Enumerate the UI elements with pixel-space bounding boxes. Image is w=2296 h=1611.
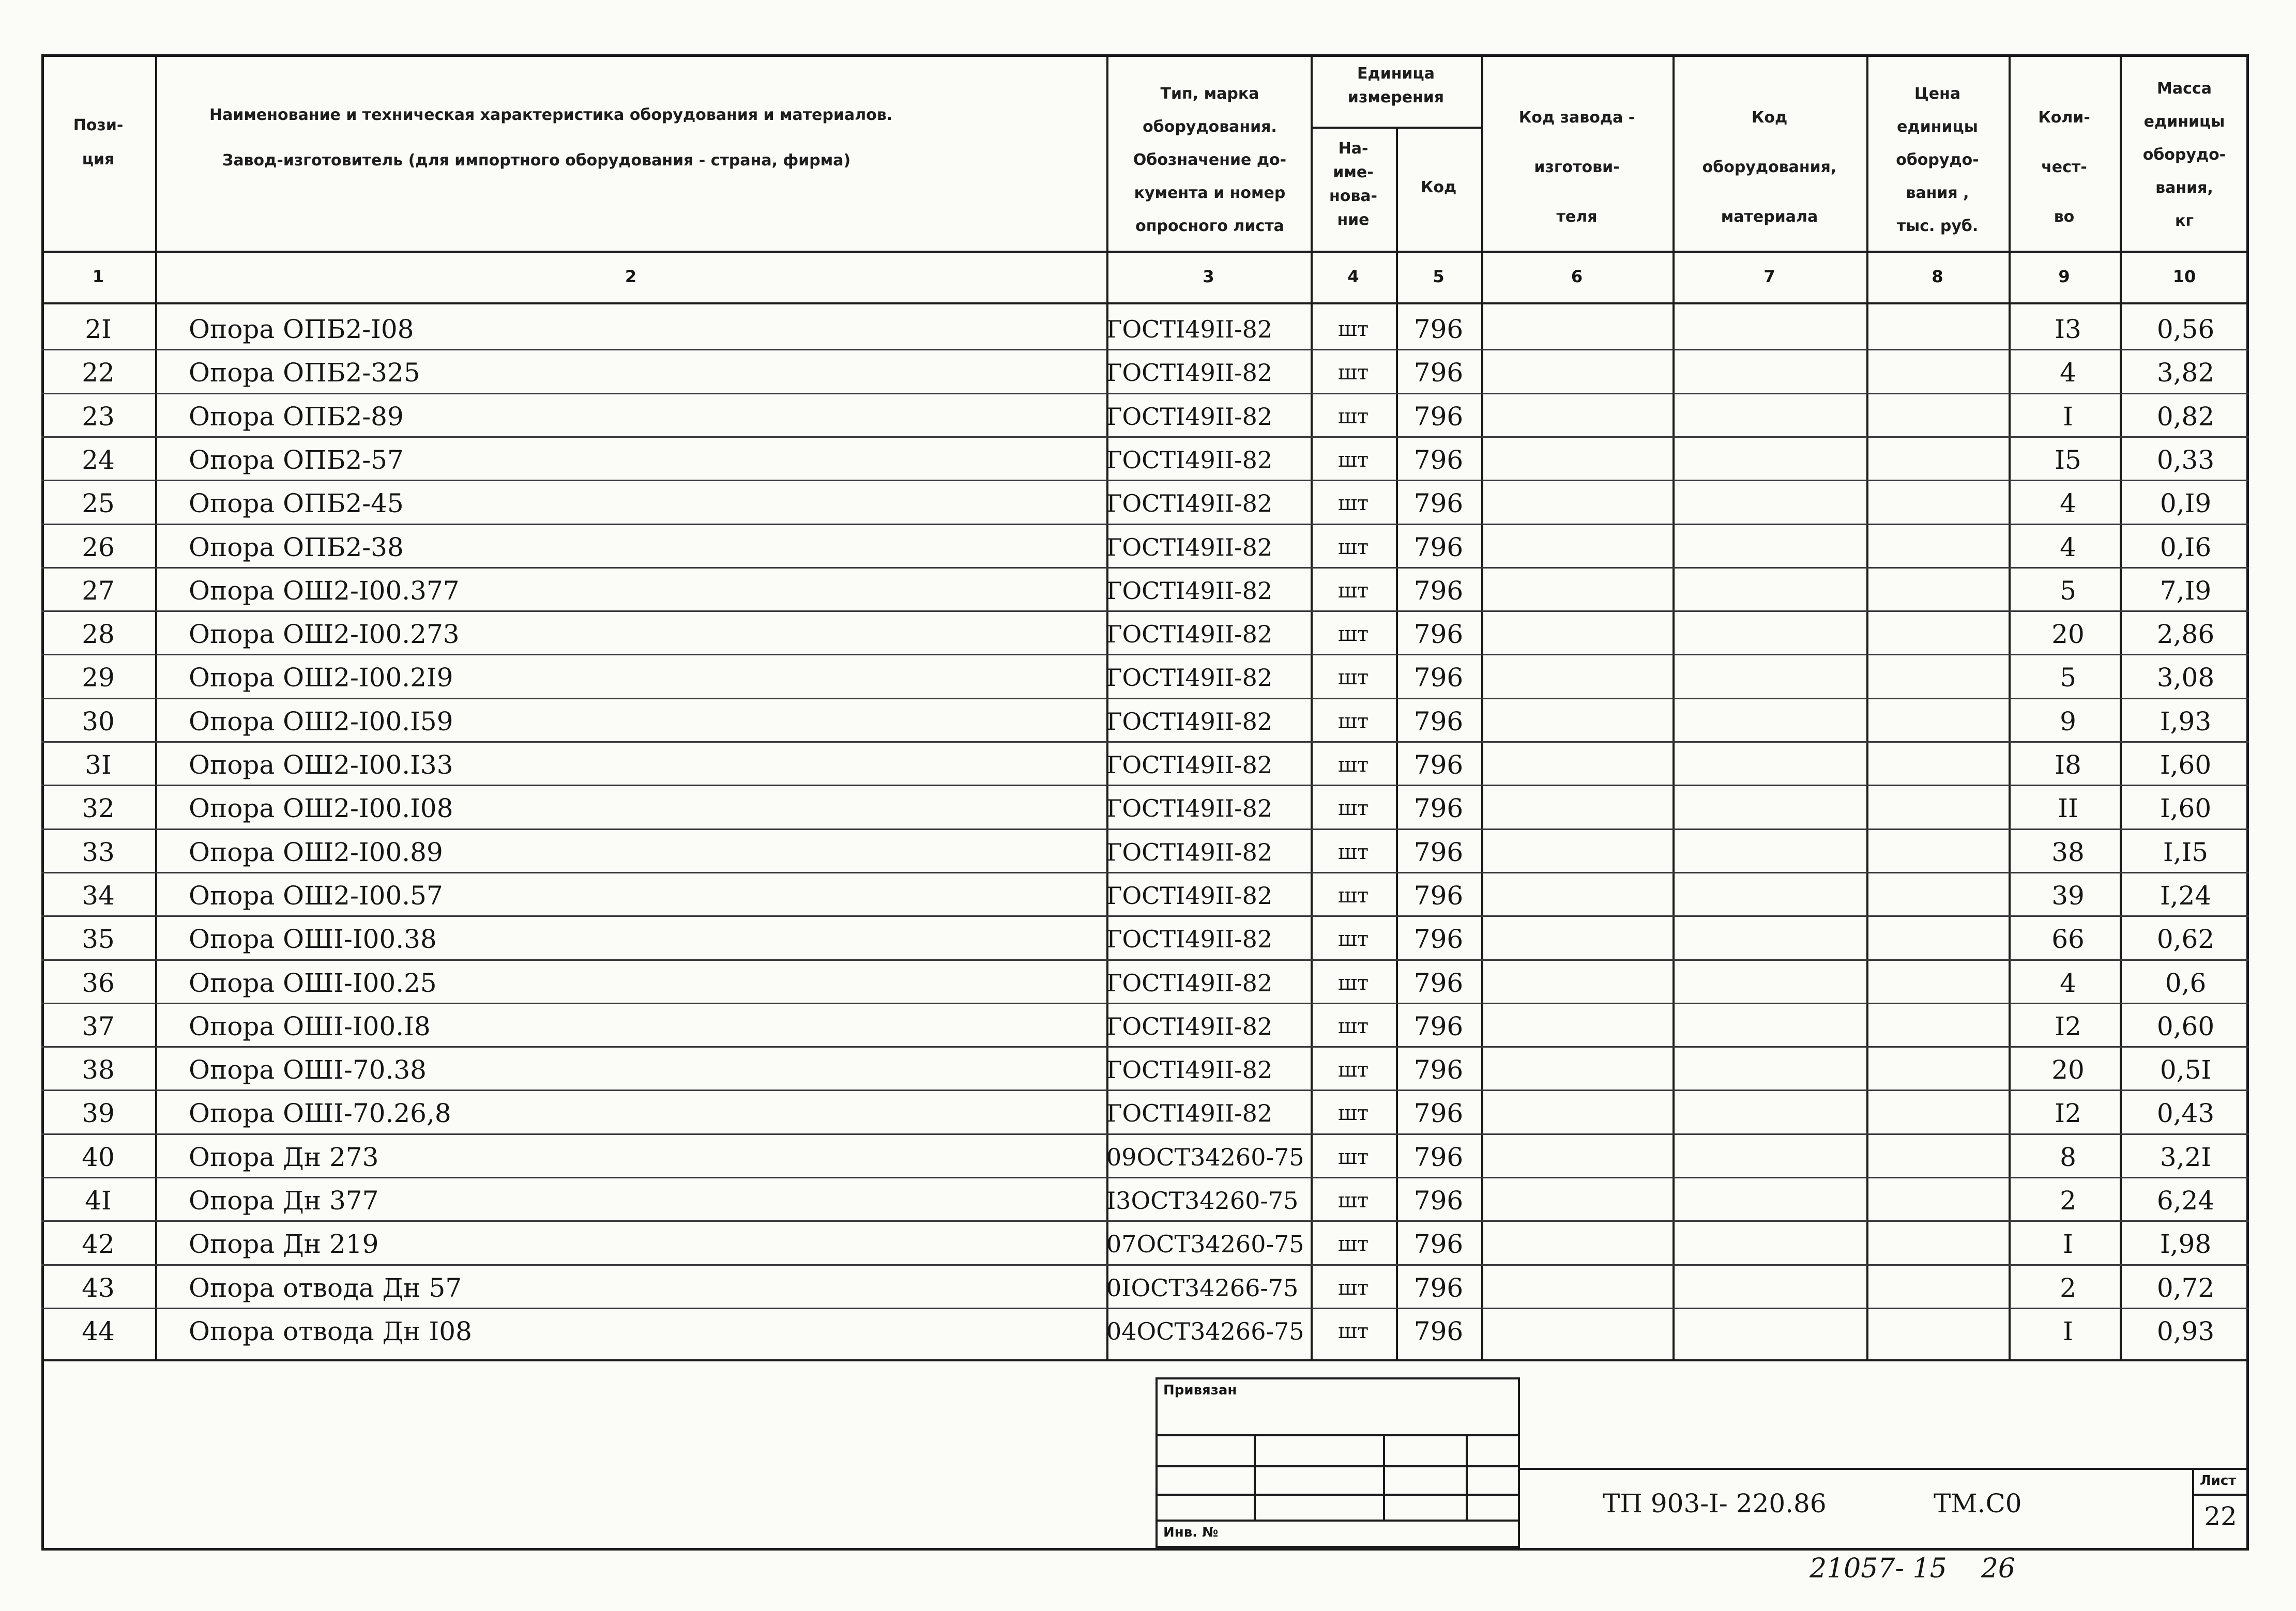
- row-unit-code: 796: [1413, 706, 1464, 737]
- row-name: Опора ОШI-I00.I8: [189, 1011, 431, 1041]
- row-unit-code: 796: [1413, 358, 1464, 388]
- row-name: Опора ОШ2-I00.I08: [189, 793, 453, 824]
- row-mass: 3,08: [2156, 663, 2215, 693]
- row-unit-code: 796: [1413, 1272, 1464, 1303]
- colnum-8: 8: [1932, 267, 1943, 286]
- row-name: Опора ОШI-70.38: [189, 1055, 427, 1085]
- row-type: ГОСТI49II-82: [1106, 1099, 1273, 1128]
- handwritten-number: 21057- 15 26: [1810, 1553, 2015, 1584]
- row-type: ГОСТI49II-82: [1106, 1012, 1273, 1040]
- row-mass: I,24: [2160, 880, 2212, 911]
- row-type: ГОСТI49II-82: [1106, 402, 1273, 431]
- row-position: 27: [82, 575, 115, 606]
- colnum-bottom-line: [41, 302, 2249, 304]
- row-type: ГОСТI49II-82: [1106, 838, 1273, 866]
- colnum-9: 9: [2058, 267, 2070, 286]
- row-divider: [41, 872, 2249, 873]
- header-unit-group: Единица измерения: [1347, 65, 1444, 106]
- header-position: Пози- ция: [73, 116, 124, 168]
- row-mass: 0,33: [2156, 444, 2215, 475]
- row-unit-code: 796: [1413, 968, 1464, 998]
- row-unit: шт: [1337, 622, 1369, 647]
- row-quantity: I3: [2055, 314, 2081, 344]
- row-type: ГОСТI49II-82: [1106, 489, 1273, 518]
- row-unit: шт: [1337, 1189, 1369, 1213]
- row-position: 40: [82, 1142, 115, 1172]
- row-position: 37: [82, 1011, 115, 1041]
- row-divider: [41, 1220, 2249, 1222]
- row-unit-code: 796: [1413, 1142, 1464, 1172]
- row-name: Опора ОШI-I00.38: [189, 924, 437, 955]
- row-position: 30: [82, 706, 115, 737]
- row-quantity: 4: [2060, 358, 2076, 388]
- row-name: Опора ОПБ2-89: [189, 401, 404, 432]
- row-unit: шт: [1337, 1319, 1369, 1343]
- row-unit-code: 796: [1413, 1229, 1464, 1260]
- row-name: Опора ОШ2-I00.57: [189, 880, 443, 911]
- row-unit-code: 796: [1413, 575, 1464, 606]
- header-name: Наименование и техническая характеристика оборудования и материалов. Завод-изготовитель (для импортного оборудования - страна, фирма): [209, 106, 893, 170]
- row-position: 32: [82, 793, 115, 824]
- row-unit-code: 796: [1413, 1316, 1464, 1346]
- row-mass: 0,72: [2156, 1272, 2215, 1303]
- row-mass: I,60: [2160, 793, 2212, 824]
- row-unit-code: 796: [1413, 1098, 1464, 1129]
- row-type: ГОСТI49II-82: [1106, 751, 1273, 779]
- row-name: Опора отвода Дн I08: [189, 1316, 472, 1346]
- row-type: ГОСТI49II-82: [1106, 969, 1273, 997]
- header-equipment-code: Код оборудования, материала: [1702, 109, 1837, 226]
- row-divider: [41, 524, 2249, 525]
- col-divider: [1672, 54, 1675, 1359]
- row-mass: I,60: [2160, 750, 2212, 780]
- row-type: ГОСТI49II-82: [1106, 881, 1273, 910]
- header-mass: Масса единицы оборудо- вания, кг: [2142, 80, 2226, 230]
- row-unit: шт: [1337, 709, 1369, 733]
- row-name: Опора Дн 377: [189, 1186, 379, 1216]
- header-unit-name: На- име- нова- ние: [1329, 140, 1378, 229]
- row-unit-code: 796: [1413, 1186, 1464, 1216]
- row-quantity: 2: [2060, 1186, 2076, 1216]
- stamp-line: [1155, 1520, 1520, 1522]
- row-position: 33: [82, 837, 115, 867]
- row-divider: [41, 1003, 2249, 1004]
- row-quantity: 20: [2051, 1055, 2085, 1085]
- row-quantity: 2: [2060, 1272, 2076, 1303]
- row-divider: [41, 1133, 2249, 1135]
- row-name: Опора ОШ2-I00.I33: [189, 750, 453, 780]
- row-divider: [41, 1308, 2249, 1309]
- row-position: 23: [82, 401, 115, 432]
- row-divider: [41, 915, 2249, 917]
- row-name: Опора ОШI-70.26,8: [189, 1098, 451, 1129]
- row-quantity: 20: [2051, 619, 2085, 650]
- colnum-1: 1: [92, 267, 104, 286]
- row-unit: шт: [1337, 796, 1369, 821]
- col-divider: [1866, 54, 1868, 1359]
- row-name: Опора ОПБ2-45: [189, 488, 404, 519]
- colnum-5: 5: [1433, 267, 1444, 286]
- row-quantity: I: [2063, 1229, 2073, 1260]
- row-unit: шт: [1337, 578, 1369, 603]
- unit-group-divider: [1311, 127, 1481, 129]
- row-mass: 3,82: [2156, 358, 2215, 388]
- row-divider: [41, 610, 2249, 612]
- row-type: ГОСТI49II-82: [1106, 576, 1273, 605]
- row-mass: 0,62: [2156, 924, 2215, 955]
- row-unit: шт: [1337, 535, 1369, 559]
- row-unit-code: 796: [1413, 314, 1464, 344]
- row-unit: шт: [1337, 883, 1369, 908]
- row-position: 35: [82, 924, 115, 955]
- col-divider: [2009, 54, 2011, 1359]
- row-name: Опора ОПБ2-I08: [189, 314, 414, 344]
- row-unit: шт: [1337, 1058, 1369, 1082]
- row-divider: [41, 698, 2249, 699]
- stamp-divider: [1466, 1434, 1468, 1520]
- row-type: 04ОСТ34266-75: [1106, 1317, 1304, 1345]
- row-position: 43: [82, 1272, 115, 1303]
- row-type: ГОСТI49II-82: [1106, 707, 1273, 735]
- row-mass: I,93: [2160, 706, 2212, 737]
- row-mass: 0,43: [2156, 1098, 2215, 1129]
- row-unit: шт: [1337, 753, 1369, 777]
- row-mass: 7,I9: [2160, 575, 2212, 606]
- row-divider: [41, 567, 2249, 569]
- row-divider: [41, 1264, 2249, 1266]
- row-name: Опора ОШI-I00.25: [189, 968, 437, 998]
- row-quantity: 8: [2060, 1142, 2076, 1172]
- row-position: 36: [82, 968, 115, 998]
- row-unit-code: 796: [1413, 663, 1464, 693]
- row-divider: [41, 1090, 2249, 1091]
- row-unit: шт: [1337, 927, 1369, 952]
- row-mass: I,I5: [2163, 837, 2209, 867]
- row-quantity: I8: [2055, 750, 2081, 780]
- header-type: Тип, марка оборудования. Обозначение до- кумента и номер опросного листа: [1133, 85, 1287, 235]
- row-unit: шт: [1337, 666, 1369, 690]
- row-mass: 0,60: [2156, 1011, 2215, 1041]
- row-position: 4I: [85, 1186, 112, 1216]
- row-name: Опора ОШ2-I00.I59: [189, 706, 453, 737]
- row-name: Опора ОШ2-I00.89: [189, 837, 443, 867]
- row-unit-code: 796: [1413, 401, 1464, 432]
- row-mass: 3,2I: [2160, 1142, 2212, 1172]
- row-position: 44: [82, 1316, 115, 1346]
- row-unit: шт: [1337, 1014, 1369, 1038]
- header-quantity: Коли- чест- во: [2038, 109, 2090, 226]
- row-unit: шт: [1337, 971, 1369, 995]
- row-position: 29: [82, 663, 115, 693]
- row-quantity: I5: [2055, 444, 2081, 475]
- row-unit: шт: [1337, 448, 1369, 472]
- row-position: 28: [82, 619, 115, 650]
- row-name: Опора Дн 219: [189, 1229, 379, 1260]
- stamp-divider: [1383, 1434, 1385, 1520]
- row-divider: [41, 1177, 2249, 1178]
- table-bottom-line: [41, 1359, 2249, 1361]
- header-unit-code: Код: [1420, 178, 1457, 196]
- row-position: 26: [82, 532, 115, 562]
- row-position: 39: [82, 1098, 115, 1129]
- row-mass: 6,24: [2156, 1186, 2215, 1216]
- row-type: ГОСТI49II-82: [1106, 533, 1273, 561]
- row-mass: 2,86: [2156, 619, 2215, 650]
- row-position: 2I: [85, 314, 112, 344]
- row-name: Опора отвода Дн 57: [189, 1272, 462, 1303]
- row-divider: [41, 741, 2249, 743]
- row-unit-code: 796: [1413, 619, 1464, 650]
- row-unit: шт: [1337, 1101, 1369, 1126]
- sheet-label: Лист: [2200, 1473, 2237, 1489]
- row-mass: 0,93: [2156, 1316, 2215, 1346]
- row-quantity: I: [2063, 401, 2073, 432]
- stamp-inv-label: Инв. №: [1163, 1525, 1219, 1540]
- row-unit: шт: [1337, 492, 1369, 516]
- row-position: 3I: [85, 750, 112, 780]
- row-unit: шт: [1337, 1145, 1369, 1169]
- doc-code: ТП 903-I- 220.86: [1603, 1489, 1827, 1518]
- row-type: ГОСТI49II-82: [1106, 925, 1273, 954]
- row-mass: 0,5I: [2160, 1055, 2212, 1085]
- row-unit-code: 796: [1413, 444, 1464, 475]
- row-unit-code: 796: [1413, 1055, 1464, 1085]
- row-unit: шт: [1337, 1232, 1369, 1256]
- row-quantity: 5: [2060, 575, 2076, 606]
- row-mass: 0,I6: [2160, 532, 2212, 562]
- sheet-number: 22: [2204, 1501, 2237, 1531]
- row-quantity: I: [2063, 1316, 2073, 1346]
- row-name: Опора ОПБ2-57: [189, 444, 404, 475]
- colnum-2: 2: [625, 267, 637, 286]
- row-quantity: 66: [2051, 924, 2085, 955]
- row-unit-code: 796: [1413, 532, 1464, 562]
- row-unit: шт: [1337, 840, 1369, 864]
- row-quantity: 38: [2051, 837, 2085, 867]
- row-type: 09ОСТ34260-75: [1106, 1143, 1304, 1171]
- row-divider: [41, 654, 2249, 655]
- row-mass: 0,82: [2156, 401, 2215, 432]
- colnum-3: 3: [1203, 267, 1214, 286]
- row-name: Опора ОПБ2-38: [189, 532, 404, 562]
- row-divider: [41, 480, 2249, 481]
- row-type: ГОСТI49II-82: [1106, 359, 1273, 387]
- row-type: 0IОСТ34266-75: [1106, 1274, 1299, 1302]
- row-quantity: 9: [2060, 706, 2076, 737]
- row-divider: [41, 393, 2249, 394]
- row-quantity: II: [2058, 793, 2078, 824]
- row-divider: [41, 785, 2249, 786]
- row-name: Опора Дн 273: [189, 1142, 379, 1172]
- row-position: 22: [82, 358, 115, 388]
- row-quantity: 4: [2060, 488, 2076, 519]
- row-quantity: 39: [2051, 880, 2085, 911]
- row-name: Опора ОШ2-I00.273: [189, 619, 460, 650]
- row-unit: шт: [1337, 361, 1369, 385]
- header-factory-code: Код завода - изготови- теля: [1518, 109, 1635, 226]
- row-position: 42: [82, 1229, 115, 1260]
- colnum-4: 4: [1347, 267, 1359, 286]
- row-mass: I,98: [2160, 1229, 2212, 1260]
- col-divider: [1481, 54, 1483, 1359]
- row-divider: [41, 436, 2249, 438]
- row-position: 24: [82, 444, 115, 475]
- row-quantity: 4: [2060, 968, 2076, 998]
- row-quantity: 5: [2060, 663, 2076, 693]
- row-unit-code: 796: [1413, 924, 1464, 955]
- row-type: I3ОСТ34260-75: [1106, 1187, 1299, 1215]
- row-quantity: I2: [2055, 1011, 2081, 1041]
- row-type: ГОСТI49II-82: [1106, 315, 1273, 343]
- row-type: ГОСТI49II-82: [1106, 1056, 1273, 1084]
- row-name: Опора ОПБ2-325: [189, 358, 420, 388]
- row-quantity: I2: [2055, 1098, 2081, 1129]
- title-block-top: [1520, 1468, 2249, 1470]
- row-unit-code: 796: [1413, 750, 1464, 780]
- row-unit-code: 796: [1413, 793, 1464, 824]
- row-type: ГОСТI49II-82: [1106, 794, 1273, 823]
- sheet-label-line: [2192, 1494, 2249, 1496]
- row-position: 38: [82, 1055, 115, 1085]
- row-name: Опора ОШ2-I00.2I9: [189, 663, 453, 693]
- colnum-6: 6: [1571, 267, 1583, 286]
- stamp-divider: [1254, 1434, 1256, 1520]
- row-mass: 0,6: [2165, 968, 2207, 998]
- row-unit: шт: [1337, 1276, 1369, 1300]
- row-quantity: 4: [2060, 532, 2076, 562]
- row-mass: 0,56: [2156, 314, 2215, 344]
- header-price: Цена единицы оборудо- вания , тыс. руб.: [1896, 85, 1979, 235]
- row-unit: шт: [1337, 404, 1369, 428]
- colnum-10: 10: [2172, 267, 2196, 286]
- row-unit-code: 796: [1413, 1011, 1464, 1041]
- row-unit-code: 796: [1413, 880, 1464, 911]
- row-mass: 0,I9: [2160, 488, 2212, 519]
- row-position: 34: [82, 880, 115, 911]
- row-unit: шт: [1337, 317, 1369, 341]
- row-divider: [41, 828, 2249, 830]
- row-type: ГОСТI49II-82: [1106, 620, 1273, 649]
- stamp-attached-label: Привязан: [1163, 1383, 1237, 1398]
- row-divider: [41, 349, 2249, 350]
- row-position: 25: [82, 488, 115, 519]
- row-name: Опора ОШ2-I00.377: [189, 575, 460, 606]
- row-type: 07ОСТ34260-75: [1106, 1230, 1304, 1259]
- col-divider: [155, 54, 157, 1359]
- row-type: ГОСТI49II-82: [1106, 446, 1273, 474]
- row-type: ГОСТI49II-82: [1106, 664, 1273, 692]
- row-unit-code: 796: [1413, 837, 1464, 867]
- colnum-7: 7: [1763, 267, 1775, 286]
- row-divider: [41, 959, 2249, 961]
- doc-mark: ТМ.С0: [1934, 1489, 2022, 1518]
- row-unit-code: 796: [1413, 488, 1464, 519]
- row-divider: [41, 1046, 2249, 1048]
